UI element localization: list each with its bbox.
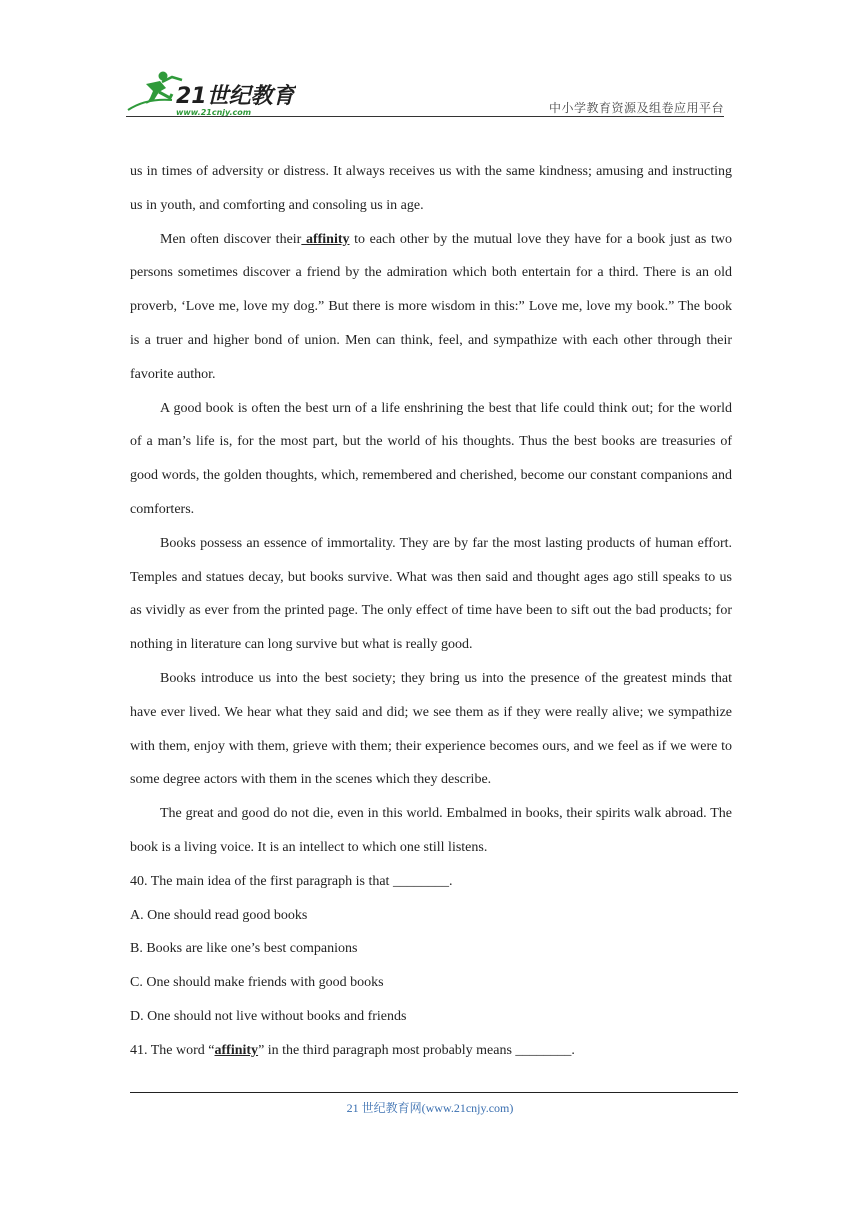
question-41-rest: ” in the third paragraph most probably means ________. <box>258 1042 575 1058</box>
page-footer: 21 世纪教育网(www.21cnjy.com) <box>346 1101 514 1115</box>
question-41-keyword: affinity <box>214 1042 259 1058</box>
question-41-stem <box>130 1034 732 1068</box>
paragraph-3: A good book is often the best urn of a life enshrining the best that life could think out; for the world of a man’s life is, for the most part, but the world of his thoughts. Thus the best books are treasuries of good words, the golden thoughts, which, remembered and cherished, become our constant companions and comforters. <box>130 400 732 517</box>
paragraph-2-lead: Men often discover their <box>160 231 302 247</box>
page-header <box>126 66 724 116</box>
logo-text: 21世纪教育 <box>176 84 295 109</box>
question-40-option-b: B. Books are like one’s best companions <box>130 941 358 957</box>
keyword-affinity: affinity <box>301 231 350 247</box>
header-tagline: 中小学教育资源及组卷应用平台 <box>548 101 724 115</box>
header-divider <box>126 116 724 117</box>
logo-url: www.21cnjy.com <box>176 108 252 116</box>
paragraph-5: Books introduce us into the best society; they bring us into the presence of the greatest minds that have ever lived. We hear what they said and did; we see them as if they were really alive; we sympathize with them, enjoy with them, grieve with them; their experience becomes ours, and we feel as if we were to some degree actors with them in the scenes which they describe. <box>130 670 732 788</box>
runner-icon <box>128 72 182 111</box>
question-40-option-d: D. One should not live without books and friends <box>130 1008 407 1024</box>
question-40-option-c: C. One should make friends with good books <box>130 975 384 991</box>
paragraph-2-rest: to each other by the mutual love they have for a book just as two persons sometimes discover a friend by the admiration which both entertain for a third. There is an old proverb, ‘Love me, love my dog.” But there is more wisdom in this:” Love me, love my book.” The book is a truer and higher bond of union. Men can think, feel, and sympathize with each other through their favorite author. <box>130 231 732 382</box>
document-body <box>130 155 732 1068</box>
paragraph-2 <box>130 223 732 392</box>
paragraph-4: Books possess an essence of immortality. They are by far the most lasting products of human effort. Temples and statues decay, but books survive. What was then said and thought ages ago still speaks to us as vividly as ever from the printed page. The only effect of time have been to sift out the bad products; for nothing in literature can long survive but what is really good. <box>130 535 732 653</box>
question-40-option-a: A. One should read good books <box>130 907 308 923</box>
footer-divider <box>130 1092 738 1093</box>
logo <box>126 70 296 116</box>
question-41-lead: 41. The word “ <box>130 1042 215 1058</box>
paragraph-1: us in times of adversity or distress. It always receives us with the same kindness; amusing and instructing us in youth, and comforting and consoling us in age. <box>130 164 732 213</box>
paragraph-6: The great and good do not die, even in this world. Embalmed in books, their spirits walk abroad. The book is a living voice. It is an intellect to which one still listens. <box>130 806 732 855</box>
question-40-stem: 40. The main idea of the first paragraph is that ________. <box>130 873 453 889</box>
